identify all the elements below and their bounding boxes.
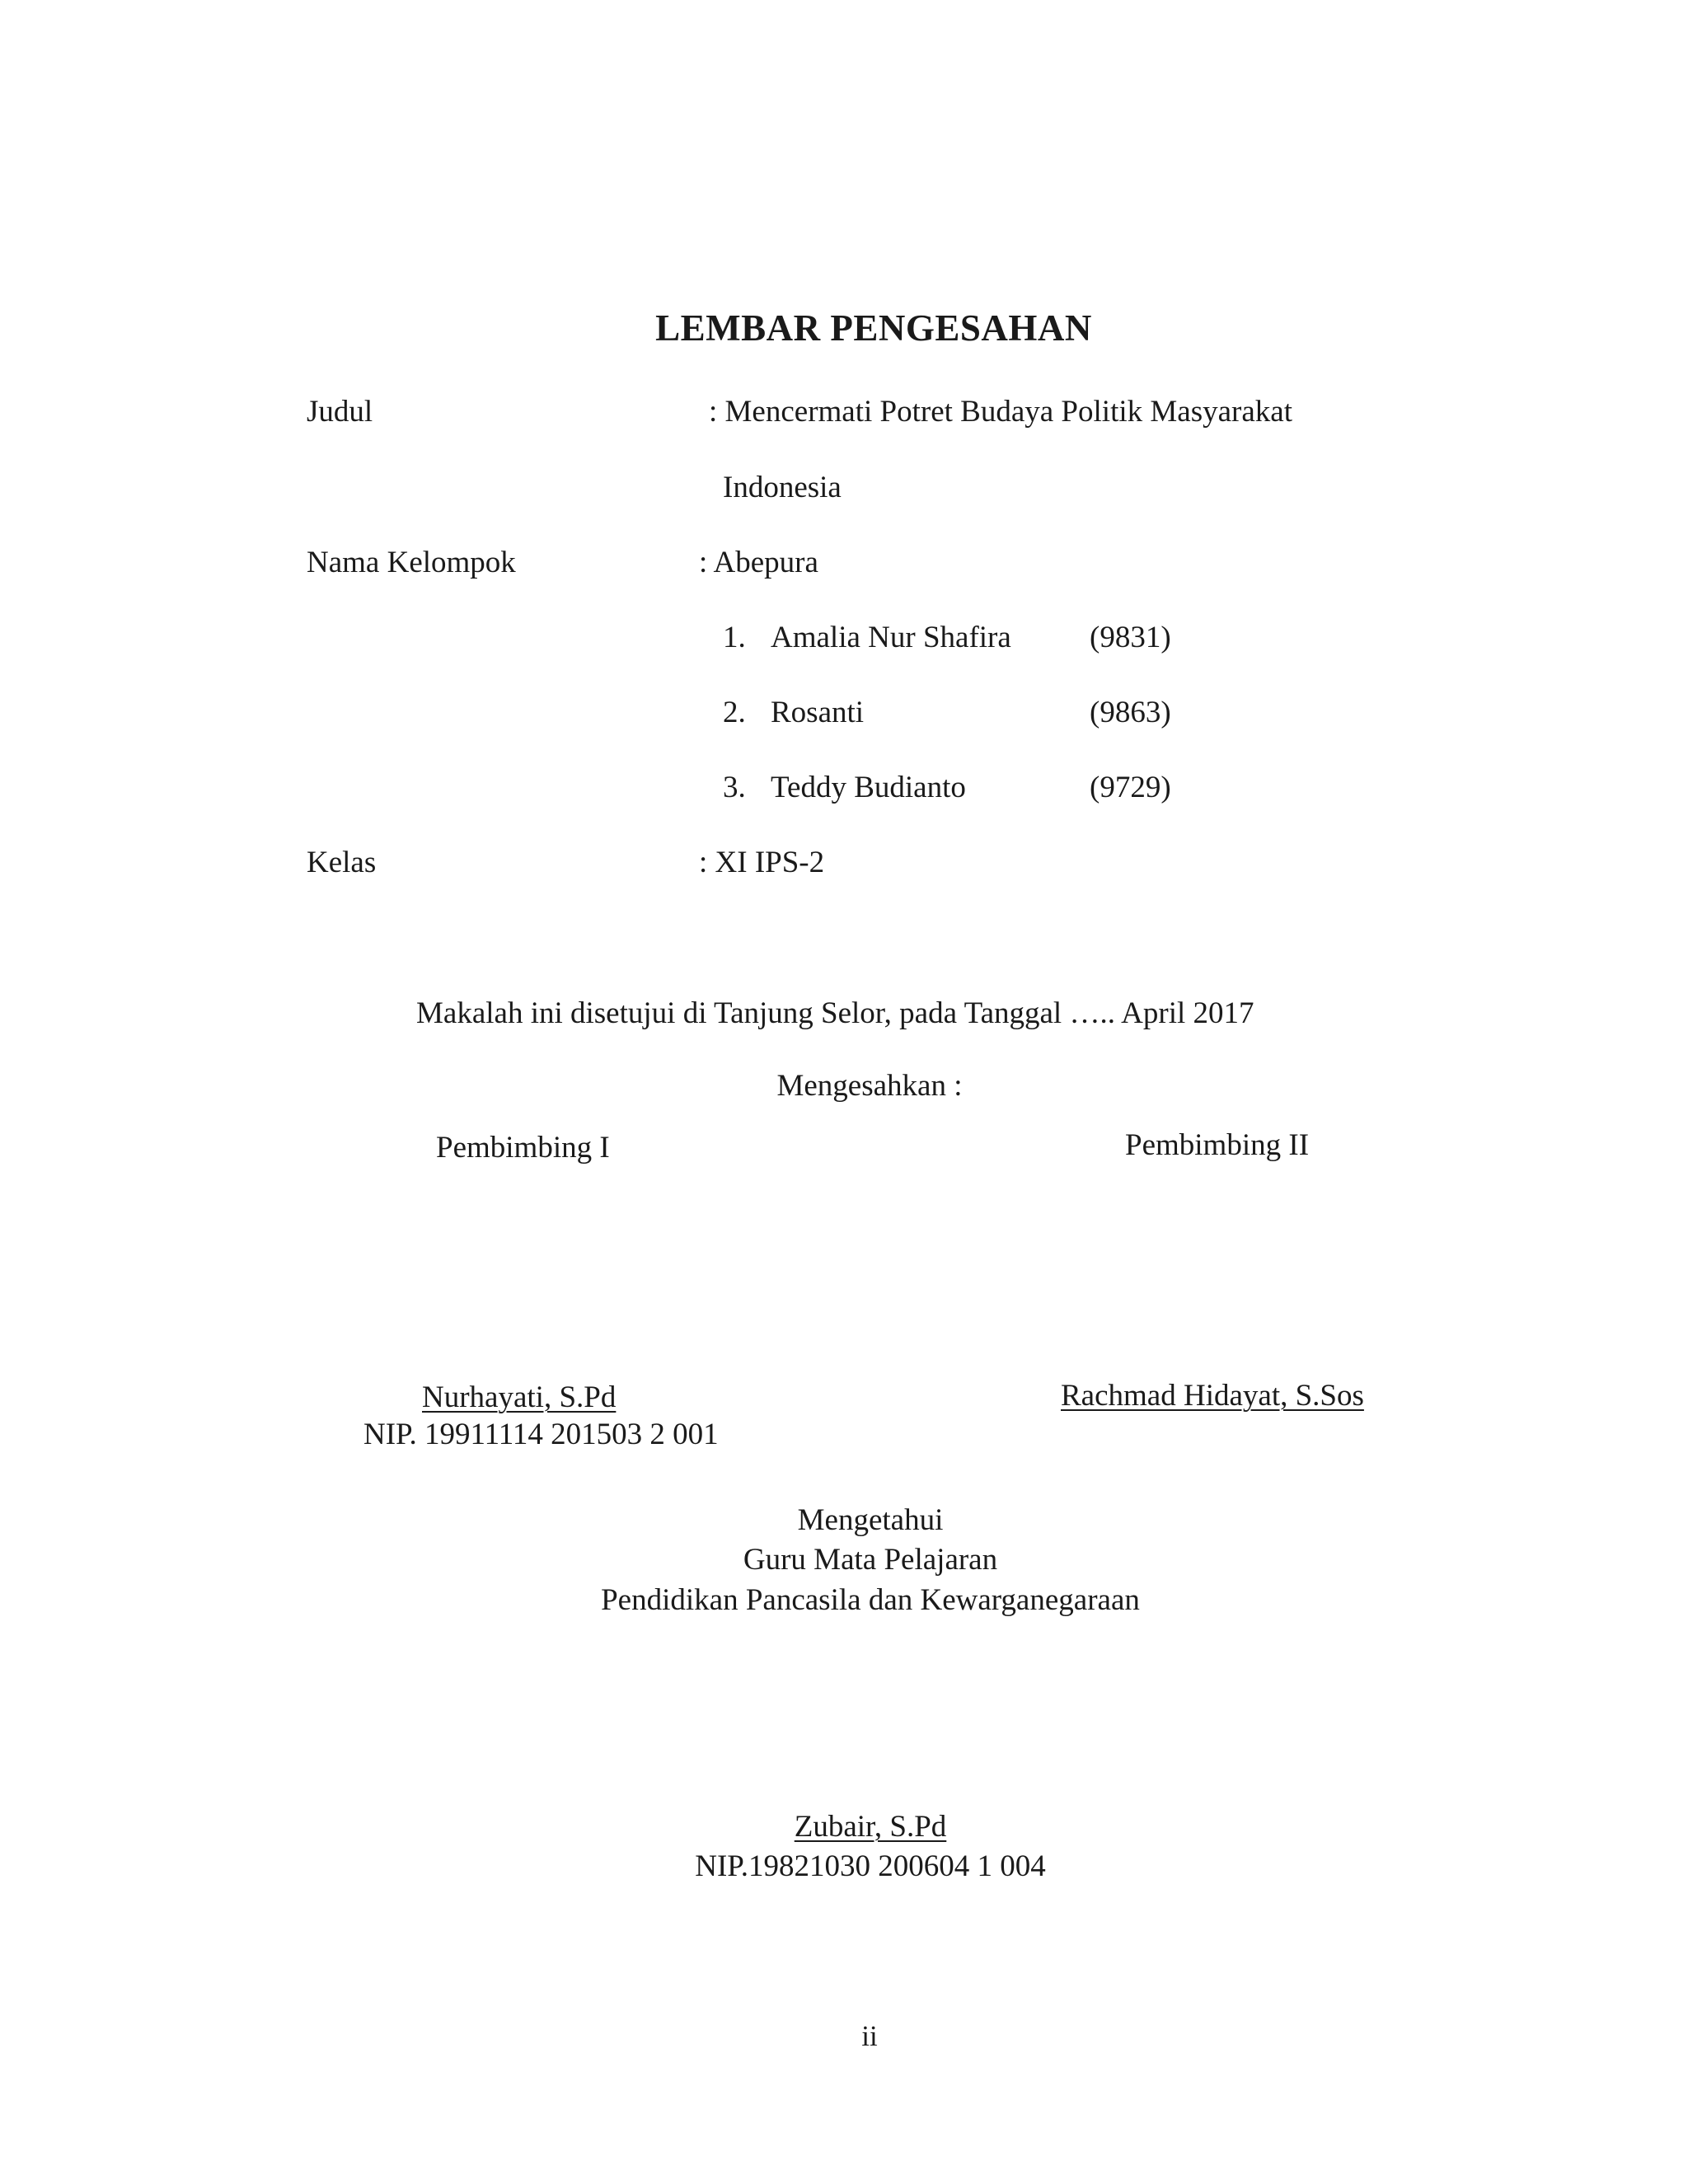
judul-value-line2: Indonesia: [723, 471, 842, 504]
pembimbing-1-nip: NIP. 19911114 201503 2 001: [363, 1418, 719, 1451]
judul-value-line1: : Mencermati Potret Budaya Politik Masyarakat: [709, 395, 1292, 429]
pembimbing-1-name: Nurhayati, S.Pd: [422, 1380, 617, 1414]
mengetahui-line2: Guru Mata Pelajaran: [743, 1543, 998, 1577]
member-name: Amalia Nur Shafira: [771, 621, 1011, 654]
member-name: Teddy Budianto: [771, 771, 966, 804]
kelas-label: Kelas: [307, 846, 377, 879]
mengetahui-line3: Pendidikan Pancasila dan Kewarganegaraan: [601, 1583, 1140, 1617]
member-id: (9729): [1090, 771, 1171, 804]
page-title: LEMBAR PENGESAHAN: [655, 307, 1092, 349]
member-name: Rosanti: [771, 696, 865, 729]
mengetahui-line1: Mengetahui: [797, 1503, 944, 1537]
page-number: ii: [861, 2020, 878, 2052]
member-number: 2.: [723, 696, 746, 729]
guru-nip: NIP.19821030 200604 1 004: [695, 1849, 1046, 1883]
approval-statement: Makalah ini disetujui di Tanjung Selor, pada Tanggal ….. April 2017: [416, 996, 1254, 1030]
judul-label: Judul: [307, 395, 373, 429]
pembimbing-2-name: Rachmad Hidayat, S.Sos: [1061, 1379, 1364, 1413]
guru-name: Zubair, S.Pd: [794, 1810, 947, 1844]
member-id: (9863): [1090, 696, 1171, 729]
nama-kelompok-label: Nama Kelompok: [307, 546, 516, 579]
member-number: 3.: [723, 771, 746, 804]
member-number: 1.: [723, 621, 746, 654]
pembimbing-2-role: Pembimbing II: [1125, 1128, 1310, 1162]
pembimbing-1-role: Pembimbing I: [436, 1131, 610, 1165]
kelas-value: : XI IPS-2: [699, 846, 825, 879]
mengesahkan-label: Mengesahkan :: [776, 1069, 963, 1103]
nama-kelompok-value: : Abepura: [699, 546, 818, 579]
member-id: (9831): [1090, 621, 1171, 654]
